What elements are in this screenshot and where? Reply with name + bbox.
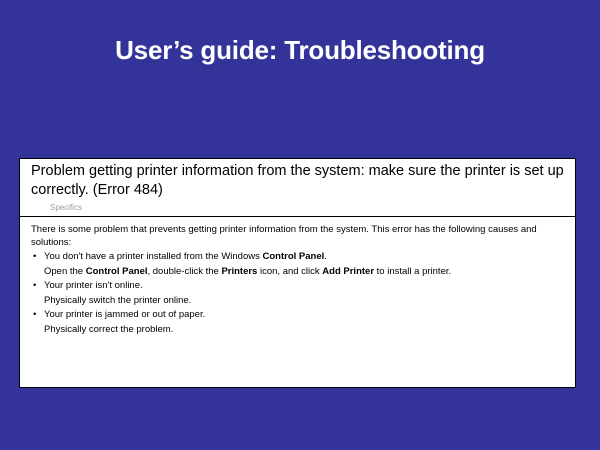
bullet-icon: • bbox=[33, 251, 37, 262]
specifics-link[interactable]: Specifics bbox=[50, 203, 83, 212]
slide-title: User’s guide: Troubleshooting bbox=[115, 35, 485, 65]
solution-text: Physically switch the printer online. bbox=[44, 294, 192, 306]
printers-term: Printers bbox=[221, 265, 258, 277]
cause-item bbox=[31, 280, 565, 293]
cause-text-suffix: . bbox=[324, 251, 327, 262]
intro-text: There is some problem that prevents getting printer information from the system. This error has the following causes and solutions: bbox=[31, 224, 537, 248]
solution-part: icon, and click bbox=[257, 265, 323, 277]
help-topic-title: Problem getting printer information from the system: make sure the printer is set up correctly. (Error 484) bbox=[31, 163, 564, 198]
control-panel-text: Control Panel bbox=[262, 251, 325, 262]
solution-text bbox=[31, 266, 565, 279]
bullet-icon: • bbox=[33, 280, 37, 291]
cause-item bbox=[31, 309, 565, 322]
help-topic-body bbox=[20, 217, 575, 336]
bullet-icon: • bbox=[33, 309, 37, 320]
help-topic-panel bbox=[19, 158, 576, 388]
solution-part: to install a printer. bbox=[374, 265, 452, 277]
cause-text: You don't have a printer installed from the Windows bbox=[44, 251, 263, 262]
solution-part: , double-click the bbox=[147, 265, 222, 277]
cause-item bbox=[31, 251, 565, 264]
help-topic-header bbox=[20, 159, 575, 217]
add-printer-term: Add Printer bbox=[322, 265, 375, 277]
control-panel-term: Control Panel bbox=[85, 265, 148, 277]
cause-text: Your printer isn't online. bbox=[44, 280, 143, 291]
cause-text: Your printer is jammed or out of paper. bbox=[44, 309, 206, 320]
solution-part: Open the bbox=[44, 265, 86, 277]
solution-text: Physically correct the problem. bbox=[44, 323, 174, 335]
